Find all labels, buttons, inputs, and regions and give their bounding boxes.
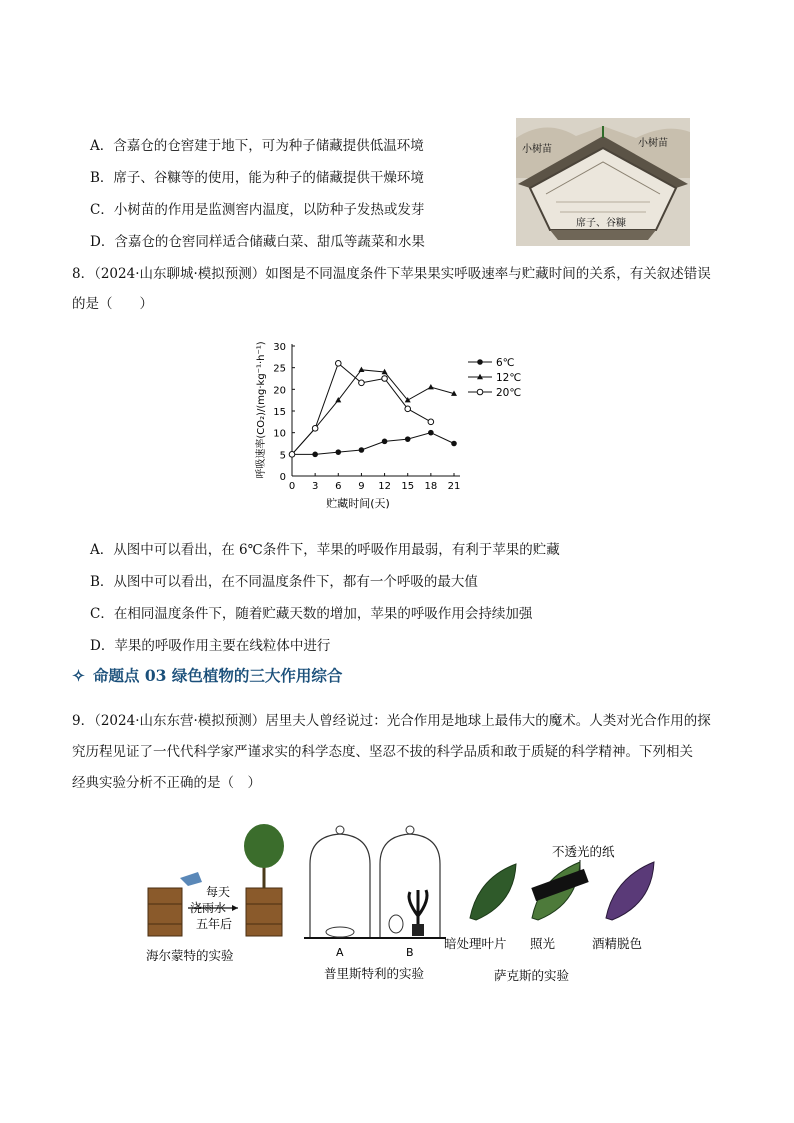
x-tick-label: 21 [447, 481, 461, 492]
x-tick-label: 12 [378, 481, 391, 492]
experiments-illustration [140, 820, 660, 990]
bucket-after [246, 888, 282, 936]
x-tick-label: 0 [288, 481, 296, 492]
priestley-caption: 普里斯特利的实验 [324, 966, 425, 981]
legend-label: 20℃ [496, 387, 522, 399]
series-2 [289, 361, 433, 458]
q8-option-d: D．苹果的呼吸作用主要在线粒体中进行 [90, 638, 331, 654]
data-point [405, 436, 411, 442]
legend-label: 6℃ [496, 357, 515, 369]
q7-option-d: D．含嘉仓的仓窖同样适合储藏白菜、甜瓜等蔬菜和水果 [90, 234, 425, 250]
data-point [477, 359, 483, 365]
series-0 [289, 430, 457, 457]
priestley-experiment [304, 826, 446, 981]
helmont-arrow-mid: 浇雨水 [190, 901, 227, 915]
data-point [359, 380, 365, 386]
data-point [477, 389, 483, 395]
q9-stem-line1: 9．（2024·山东东营·模拟预测）居里夫人曾经说过：光合作用是地球上最伟大的魔术。人类对光合作用的探 [72, 713, 711, 729]
granary-label-right: 小树苗 [638, 138, 668, 149]
section-title-text: 命题点 03 绿色植物的三大作用综合 [93, 666, 343, 685]
x-axis-label: 贮藏时间(天) [326, 497, 390, 510]
series-line [292, 370, 454, 455]
bucket-before [148, 888, 182, 936]
q8-stem-line2: 的是（ ） [72, 296, 153, 312]
data-point [335, 449, 341, 455]
granary-illustration [516, 118, 690, 246]
data-point [358, 367, 364, 372]
tree-icon [244, 824, 284, 868]
x-tick-label: 9 [358, 481, 365, 492]
q8-option-c: C．在相同温度条件下，随着贮藏天数的增加，苹果的呼吸作用会持续加强 [90, 606, 533, 622]
diamond-star-icon: ✧ [72, 666, 85, 685]
priestley-label-a: A [336, 946, 344, 959]
chart-legend [468, 357, 521, 399]
q7-option-b: B．席子、谷糠等的使用，能为种子的储藏提供干燥环境 [90, 170, 424, 186]
data-point [451, 441, 457, 447]
y-tick-label: 5 [279, 450, 286, 462]
sachs-step1: 暗处理叶片 [444, 936, 507, 951]
sachs-experiment [444, 844, 654, 983]
q7-option-c: C．小树苗的作用是监测窖内温度，以防种子发热或发芽 [90, 202, 425, 218]
granary-label-bottom: 席子、谷糠 [576, 218, 626, 229]
section-heading [72, 664, 342, 686]
x-tick-label: 15 [401, 481, 415, 492]
data-point [289, 452, 295, 458]
sachs-caption: 萨克斯的实验 [494, 968, 570, 983]
data-point [359, 447, 365, 453]
leaf-stained-icon [606, 862, 654, 920]
data-point [405, 406, 411, 412]
series-1 [289, 367, 457, 457]
mouse-a-icon [326, 927, 354, 937]
respiration-chart [248, 334, 522, 514]
q7-option-a: A．含嘉仓的仓窖建于地下，可为种子储藏提供低温环境 [90, 138, 424, 154]
q8-option-b: B．从图中可以看出，在不同温度条件下，都有一个呼吸的最大值 [90, 574, 478, 590]
data-point [335, 361, 341, 367]
q9-stem-line2: 究历程见证了一代代科学家严谨求实的科学态度、坚忍不拔的科学品质和敢于质疑的科学精神。下列相关 [72, 744, 693, 760]
y-tick-label: 15 [273, 407, 286, 418]
x-tick-label: 6 [335, 481, 342, 492]
sachs-step3: 酒精脱色 [592, 936, 643, 951]
q8-option-a: A．从图中可以看出，在 6℃条件下，苹果的呼吸作用最弱，有利于苹果的贮藏 [90, 542, 560, 558]
y-tick-label: 10 [273, 428, 286, 440]
data-point [428, 384, 434, 389]
q8-stem-line1: 8．（2024·山东聊城·模拟预测）如图是不同温度条件下苹果果实呼吸速率与贮藏时间的关系，有关叙述错误 [72, 266, 711, 282]
series-line [292, 433, 454, 455]
q9-stem-line3: 经典实验分析不正确的是（ ） [72, 775, 261, 791]
x-tick-label: 18 [424, 481, 438, 492]
data-point [428, 430, 434, 436]
series-group [289, 361, 457, 458]
mouse-b-icon [389, 915, 403, 933]
y-tick-label: 30 [273, 342, 286, 353]
x-tick-label: 3 [311, 481, 319, 492]
data-point [382, 376, 388, 382]
helmont-arrow-top: 每天 [206, 885, 231, 899]
data-point [312, 452, 318, 458]
helmont-experiment [146, 824, 284, 963]
helmont-arrow-bottom: 五年后 [196, 917, 233, 931]
priestley-label-b: B [406, 946, 414, 959]
y-tick-label: 25 [273, 363, 286, 375]
helmont-caption: 海尔蒙特的实验 [146, 948, 234, 963]
legend-label: 12℃ [496, 372, 522, 384]
data-point [312, 426, 318, 432]
leaf-dark-icon [470, 864, 516, 920]
bell-jar-a [310, 834, 370, 938]
data-point [428, 419, 434, 425]
watering-can-icon [180, 872, 202, 886]
sachs-paper-label: 不透光的纸 [552, 844, 615, 859]
y-axis-label: 呼吸速率(CO₂)/(mg·kg⁻¹·h⁻¹) [256, 341, 267, 479]
data-point [382, 439, 388, 445]
y-tick-label-zero: 0 [279, 472, 286, 483]
y-tick-label: 20 [273, 385, 286, 397]
sachs-step2: 照光 [530, 936, 556, 951]
granary-label-left: 小树苗 [522, 144, 552, 155]
